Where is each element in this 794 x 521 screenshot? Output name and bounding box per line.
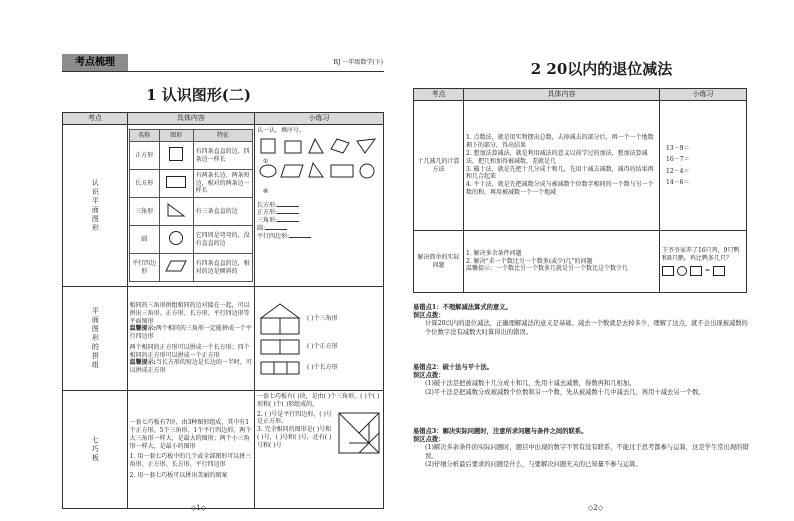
content-text: 2. 想加法算减法，就是利用减法的意义以前学过的加法，想加法算减法，把几和加得被减数，差就是几 (466, 149, 648, 165)
shapes-table (129, 129, 253, 282)
practice-equation: 12－4＝ (666, 167, 690, 175)
page-title: 2 20以内的退位减法 (530, 60, 673, 78)
knowledge-table (62, 112, 384, 509)
practice-label: 长方形: (257, 201, 278, 209)
answer-box[interactable] (713, 266, 725, 276)
shape-name: 正方形 (129, 142, 159, 170)
col-header-content: 具体内容 (127, 113, 254, 125)
practice-label: 圆: (257, 224, 266, 232)
tip-label: 温馨提示: (129, 359, 156, 367)
page-number: ◇1◇ (190, 504, 207, 512)
content-text: 2. 用一套七巧板可以拼出美丽的图案 (129, 471, 228, 479)
parallelogram-shape (165, 259, 187, 273)
exercise-text: ( )个正方形 (307, 342, 338, 350)
error-body: (1)解决多余条件的实际问题时，题目中出现的数字不管有没有联系，不能过于思考都参与运算，这是学生常出现的错误。 (425, 444, 749, 460)
error-body: 计算20以内的退位减法，正确理解减法的意义是基础。减去一个数就是去掉多少，理解了这点，就不会出现被减数的个位数字没有减数大时算得出的错误。 (425, 320, 748, 336)
content-text: 3. 破十法，就是先把十几分成十和几，先用十减去减数，减得的结果再和几合起来 (466, 165, 654, 181)
inner-header: 名称 (129, 130, 159, 142)
topic-cell: 解决简单的实际问题 (414, 231, 464, 293)
exercise-text: 3. 完全相同的图形是( )号和( )号，( )号和( )号，还有( )号和( )号 (257, 426, 332, 449)
knowledge-table (413, 88, 747, 293)
exercise-text: ( )个三角形 (307, 314, 338, 322)
practice-line (257, 217, 381, 225)
content-text: 两个相同的正方形可以拼成一个长方形；四个相同的正方形可以拼成一个正方形 (129, 343, 250, 359)
error-point-3 (413, 428, 753, 469)
num: ① (263, 157, 269, 165)
composed-shape-figure (257, 302, 303, 336)
num: ⑥ (263, 187, 269, 195)
topic-cell: 平面图形的拼组 (63, 287, 128, 391)
tangram-figure (337, 411, 381, 455)
rectangle-shape (166, 176, 186, 188)
topic-cell: 七巧板 (63, 391, 128, 509)
answer-blank[interactable] (289, 237, 311, 238)
practice-equation: 16－7＝ (666, 156, 690, 164)
col-header-topic: 考点 (63, 113, 128, 125)
practice-title: 认一认，填序号。 (257, 127, 306, 134)
shape-desc: 它四周是弯弯的，没有直直的边 (193, 226, 252, 254)
practice-text: 王爷爷家养了16只鸡，9只鸭和8只鹅。鸡比鸭多几只？ (662, 247, 740, 262)
content-text: 2. 解决“求一个数比另一个数多(或少)几”的问题 (466, 257, 593, 265)
shape-desc: 有四条直直的边，相对的边是倾斜的 (193, 254, 252, 282)
shape-name: 平行四边形 (129, 254, 159, 282)
shapes-exercise-figure (257, 135, 381, 199)
error-title: 易错点3：解决实际问题时，注意所求问题与条件之间的联系。 (413, 428, 588, 435)
error-label: 误区点拨： (413, 372, 445, 380)
shape-name: 三角形 (129, 198, 159, 226)
answer-blank[interactable] (277, 206, 299, 207)
error-body: (2)平十法是把减数分成被减数个位数和另一个数，先从被减数十几中减去几，再用十减去另一个数。 (425, 388, 705, 396)
answer-blank[interactable] (265, 229, 287, 230)
content-text: 4. 平十法，就是先把减数分成与被减数个位数字相同的一个数与另一个数的和，再用被减数一个一个地减 (466, 181, 654, 196)
col-header-practice: 小练习 (255, 113, 384, 125)
practice-label: 三角形: (257, 217, 278, 225)
answer-blank[interactable] (277, 213, 299, 214)
error-body: (2)仔细分析最后要求的问题是什么，与要解决问题无关的已知量不参与运算。 (425, 460, 642, 468)
content-text: 1. 解决多余条件问题 (466, 249, 522, 257)
shape-desc: 有四条直直的边，四条边一样长 (193, 142, 252, 170)
error-title: 易错点1：不理解减法算式的意义。 (413, 304, 512, 311)
tip-text: 当长方形的短边是长边的一半时，可以拼成正方形 (129, 359, 252, 375)
col-header-content: 具体内容 (464, 89, 660, 101)
circle-shape (169, 231, 183, 245)
operator-circle[interactable] (677, 266, 687, 276)
error-title: 易错点2：破十法与平十法。 (413, 364, 493, 371)
answer-blank[interactable] (277, 221, 299, 222)
content-text: 一套七巧板有7块，由3种图形组成，其中有1个正方形，5个三角形，1个平行四边形。两个大三角形一样大，是最大的图形；两个小三角形一样大，是最小的图形 (129, 419, 252, 450)
shape-desc: 有两条长边、两条短边，相对的两条边一样长 (193, 170, 252, 198)
page-2 (397, 0, 794, 521)
content-text: 1. 点数法，就是用实物摆出总数，去掉减去的部分后，再一个一个地数剩下的部分，得出结果 (466, 134, 654, 150)
exercise-text: 一套七巧板有( )块，是由( )个三角形，( )个( )形和( )个( )形组成的。 (257, 393, 380, 408)
tip-text: 两个相同的三角形一定能拼成一个平行四边形 (129, 325, 252, 341)
col-header-topic: 考点 (414, 89, 464, 101)
topic-cell: 认识平面图形 (63, 125, 128, 287)
exercise-text: ( )个长方形 (307, 363, 338, 371)
rect-row-figure (257, 360, 303, 376)
shape-name: 长方形 (129, 170, 159, 198)
answer-boxes: = (662, 266, 744, 276)
answer-box[interactable] (662, 266, 674, 276)
error-body: (1)破十法是把被减数十几分成十和几，先用十减去减数，得数再和几相加。 (425, 380, 636, 388)
practice-label: 正方形: (257, 209, 278, 217)
square-shape (169, 147, 183, 161)
answer-box[interactable] (690, 266, 702, 276)
content-text: 1. 用一套七巧板中的几个或全部图形可以拼三角形、正方形、长方形、平行四边形 (129, 453, 252, 469)
col-header-practice: 小练习 (660, 89, 747, 101)
shape-name: 圆 (129, 226, 159, 254)
error-point-2 (413, 364, 753, 397)
inner-header: 特征 (193, 130, 252, 142)
practice-equation: 13－9＝ (666, 144, 690, 152)
book-label: RJ 一年级数学(下) (333, 59, 383, 66)
triangle-shape (166, 202, 186, 218)
content-text: 温馨提示：一个数比另一个数多几就是另一个数比这个数少几 (466, 265, 629, 273)
error-label: 误区点拨： (413, 436, 445, 444)
header-rule (62, 71, 384, 72)
page-number: ◇2◇ (587, 504, 604, 512)
page-title: 1 认识图形(二) (146, 86, 251, 104)
inner-header: 图形 (159, 130, 193, 142)
exercise-text: 2. ( )号是平行四边形，( )号是正方形。 (257, 410, 332, 426)
practice-line (257, 225, 381, 233)
shape-desc: 有三条直直的边 (193, 198, 252, 226)
content-text: 相同的三角形拼组相同的边对接在一起，可以拼出三角形、正方形、长方形、平行四边形等平面图形 (129, 301, 250, 325)
square-grid-figure (257, 338, 303, 356)
practice-line (257, 233, 381, 241)
tip-label: 温馨提示: (129, 325, 156, 333)
error-point-1 (413, 304, 753, 337)
practice-equation: 14－6＝ (666, 178, 690, 186)
error-label: 误区点拨： (413, 312, 445, 320)
section-tag: 考点梳理 (62, 54, 128, 71)
practice-label: 平行四边形: (257, 232, 290, 240)
topic-cell: 十几减几的计算方法 (414, 101, 464, 231)
